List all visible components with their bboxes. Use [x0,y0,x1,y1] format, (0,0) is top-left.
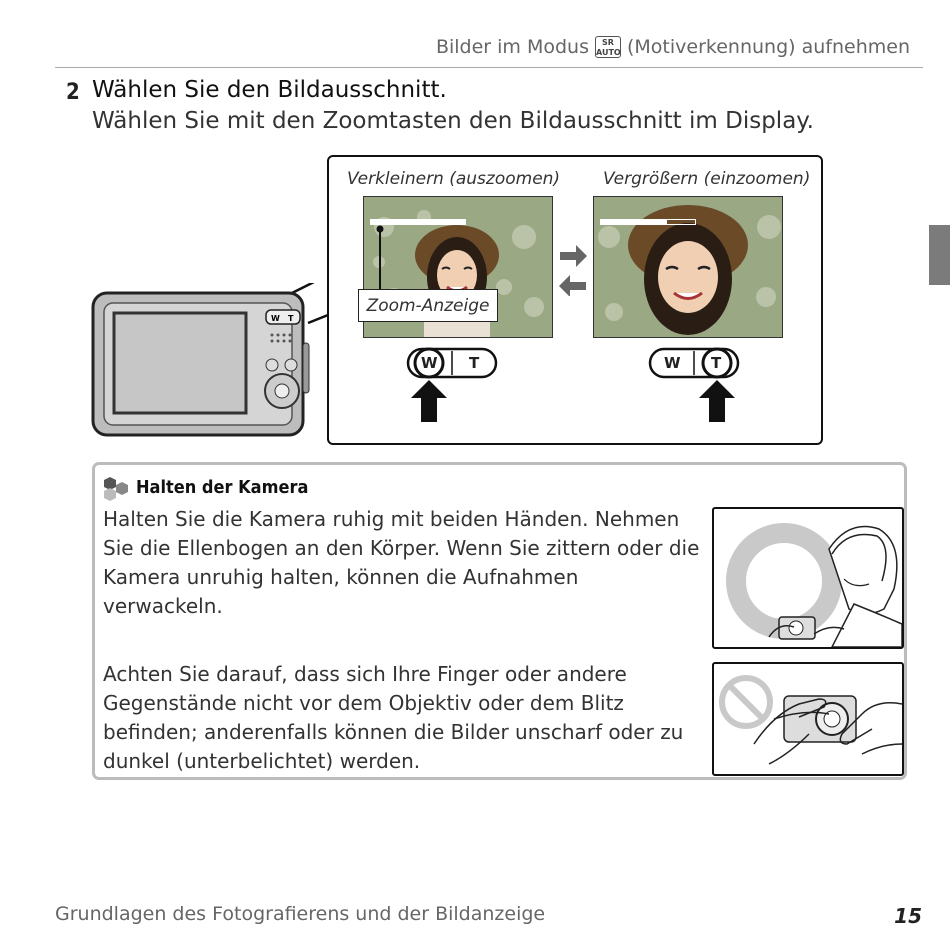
zoom-indicator-right-fill [601,220,667,224]
tip-paragraph-1: Halten Sie die Kamera ruhig mit beiden Händen. Nehmen Sie die Ellenbogen an den Körper. Wenn Sie zittern oder die Kamera unruhig halten, können die Aufnahmen verwackeln. [103,507,700,618]
arrow-right-icon [560,245,587,267]
svg-text:W: W [271,314,280,323]
zoomed-in-portrait [594,197,782,337]
step-title: Wählen Sie den Bildausschnitt. [92,77,447,103]
ok-circle-icon [736,533,832,629]
chapter-tab [929,225,950,285]
zoom-indicator-pointer [372,225,388,295]
zoom-direction-arrows [556,240,590,296]
zoom-indicator-right [600,219,696,225]
footer-section-title: Grundlagen des Fotografierens und der Bildanzeige [55,903,546,925]
w-button-label: W [421,354,438,372]
step-number: 2 [66,80,80,105]
wt-button-left [406,347,498,380]
header-prefix: Bilder im Modus [435,36,589,58]
page-number: 15 [894,904,922,928]
header-suffix: (Motiverkennung) aufnehmen [627,36,910,58]
zoom-indicator-left-fill [371,220,465,224]
tip-icon [101,475,133,501]
t-button-label: T [469,354,480,372]
tip-title: Halten der Kamera [136,477,309,498]
svg-text:T: T [288,314,294,323]
tip-paragraph-2: Achten Sie darauf, dass sich Ihre Finger oder andere Gegenstände nicht vor dem Objektiv oder dem Blitz befinden; anderenfalls können die Bilder unscharf oder zu dunkel (unterbelichtet) werden. [103,662,684,773]
zoomed-in-photo [593,196,783,338]
holding-correct-illustration [712,507,904,649]
sr-auto-icon-bottom: AUTO [596,48,621,57]
running-header [436,36,910,58]
w-button-label-2: W [664,354,681,372]
header-divider [55,67,923,68]
camera-back-illustration [88,283,333,443]
wt-button-right [648,347,740,380]
sr-auto-icon-top: SR [602,38,614,47]
holding-wrong-illustration [712,662,904,776]
zoom-out-caption: Verkleinern (auszoomen) [347,169,561,189]
step-description: Wählen Sie mit den Zoomtasten den Bildausschnitt im Display. [92,108,814,134]
zoom-in-caption: Vergrößern (einzoomen) [603,169,811,189]
sr-auto-icon [595,36,621,58]
arrow-left-icon [559,275,586,296]
t-button-label-2: T [711,354,722,372]
zoom-indicator-label: Zoom-Anzeige [358,289,498,322]
